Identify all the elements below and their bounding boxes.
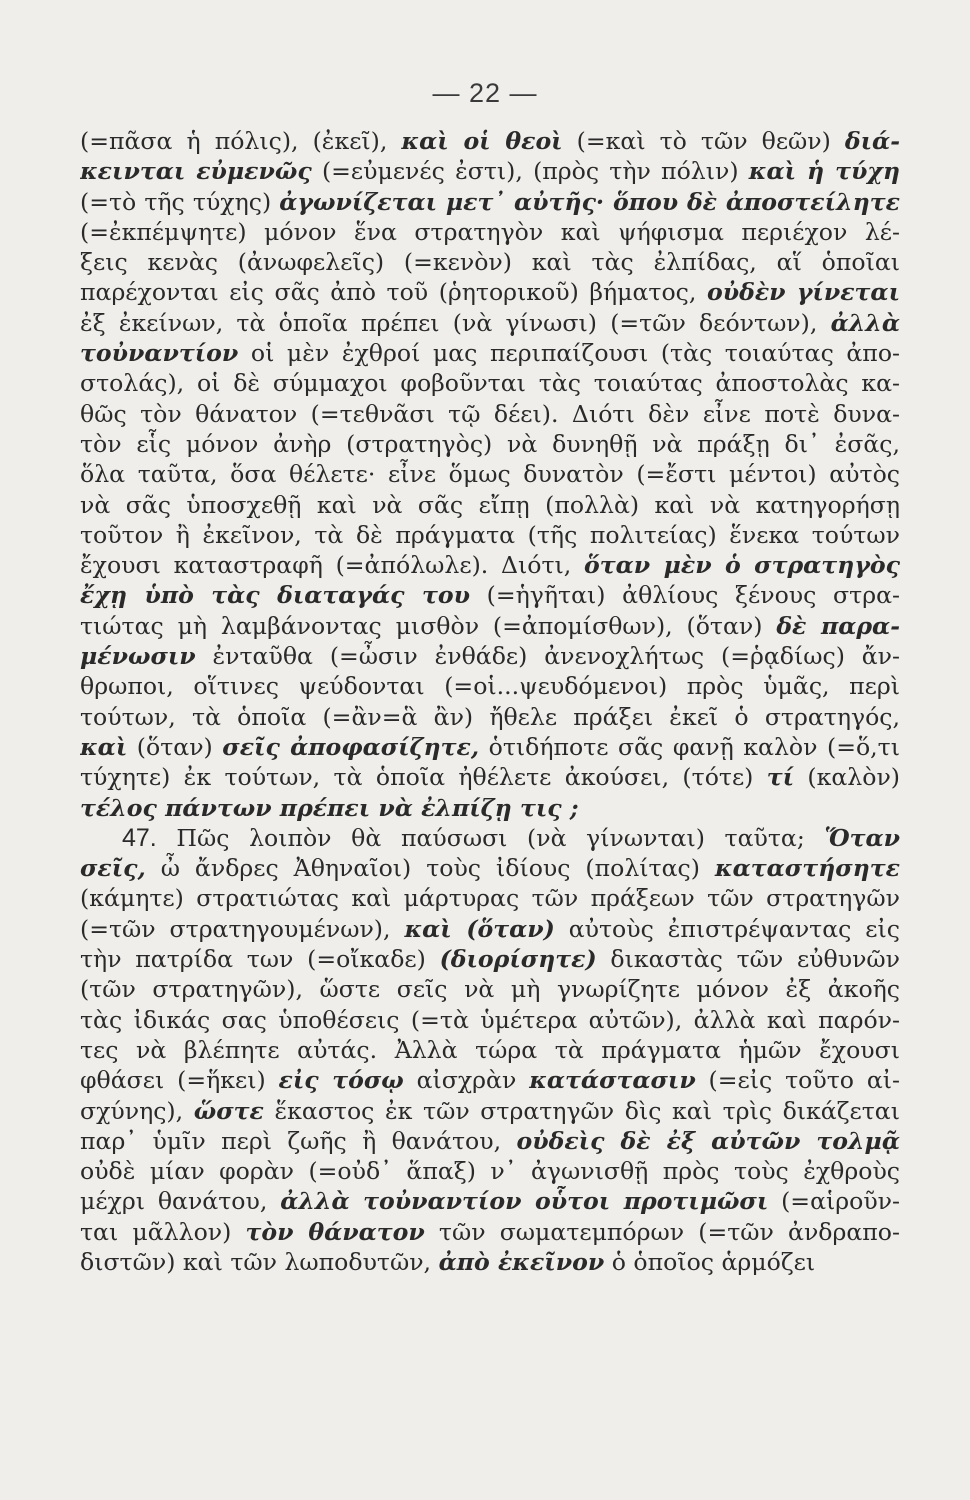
- emphasized-text: οὐδὲν γίνεται: [706, 278, 900, 307]
- text-run: τοῦτον ἢ ἐκεῖνον, τὰ δὲ πράγματα (τῆς πολιτείας) ἕνεκα τούτων: [80, 520, 900, 549]
- text-line: [80, 974, 900, 1004]
- text-run: αὐτοὺς ἐπιστρέψαντας εἰς: [554, 914, 900, 943]
- text-run: τες νὰ βλέπητε αὐτάς. Ἀλλὰ τώρα τὰ πράγματα ἡμῶν ἔχουσι: [80, 1035, 900, 1064]
- emphasized-text: οὐδεὶς δὲ ἐξ αὐτῶν τολμᾷ: [516, 1126, 900, 1155]
- text-line: [80, 368, 900, 398]
- emphasized-text: ἀλλὰ: [830, 308, 900, 337]
- text-line: [80, 914, 900, 944]
- text-line: [80, 217, 900, 247]
- text-run: τὸν εἷς μόνον ἀνὴρ (στρατηγὸς) νὰ δυνηθῇ νὰ πράξῃ δι᾽ ἐσᾶς,: [80, 429, 900, 458]
- emphasized-text: σεῖς,: [80, 854, 146, 883]
- text-run: (=αἱροῦν-: [768, 1187, 900, 1216]
- text-run: Πῶς λοιπὸν θὰ παύσωσι (νὰ γίνωνται) ταῦτα;: [156, 823, 825, 852]
- text-line: [80, 399, 900, 429]
- text-line: [80, 338, 900, 368]
- text-run: ὁτιδήποτε σᾶς φανῇ καλὸν (=ὅ,τι: [479, 732, 900, 761]
- paragraph-47: [80, 823, 900, 1277]
- text-run: τύχητε) ἐκ τούτων, τὰ ὁποῖα ἠθέλετε ἀκούσει, (τότε): [80, 763, 767, 792]
- emphasized-text: (διορίσητε): [439, 945, 597, 974]
- text-line: [80, 611, 900, 641]
- text-line: [80, 671, 900, 701]
- text-line: [80, 1035, 900, 1065]
- text-run: διστῶν) καὶ τῶν λωποδυτῶν,: [80, 1247, 439, 1276]
- text-run: σχύνης),: [80, 1096, 194, 1125]
- text-body: [80, 126, 900, 1277]
- text-run: φθάσει (=ἥκει): [80, 1066, 279, 1095]
- text-run: οὐδὲ μίαν φορὰν (=οὐδ᾽ ἅπαξ) ν᾽ ἀγωνισθῇ πρὸς τοὺς ἐχθροὺς: [80, 1157, 900, 1186]
- text-line: [80, 1186, 900, 1216]
- text-run: θρωποι, οἵτινες ψεύδονται (=οἱ...ψευδόμενοι) πρὸς ὑμᾶς, περὶ: [80, 672, 900, 701]
- emphasized-text: ἀγωνίζεται μετ᾽ αὐτῆς· ὅπου δὲ ἀποστείλητε: [279, 187, 900, 216]
- text-line: [80, 702, 900, 732]
- emphasized-text: ὅταν μὲν ὁ στρατηγὸς: [584, 551, 900, 580]
- text-run: (=τῶν στρατηγουμένων),: [80, 914, 405, 943]
- text-run: (τῶν στρατηγῶν), ὥστε σεῖς νὰ μὴ γνωρίζητε μόνον ἐξ ἀκοῆς: [80, 975, 900, 1004]
- text-run: στολάς), οἱ δὲ σύμμαχοι φοβοῦνται τὰς τοιαύτας ἀποστολὰς κα-: [80, 369, 900, 398]
- emphasized-text: καὶ (ὅταν): [404, 914, 555, 943]
- emphasized-text: Ὅταν: [824, 823, 900, 852]
- text-line: [80, 156, 900, 186]
- text-line: [80, 823, 900, 853]
- text-line: [80, 1156, 900, 1186]
- emphasized-text: καὶ οἱ θεοὶ: [401, 127, 563, 155]
- text-line: [80, 520, 900, 550]
- text-line: [80, 1217, 900, 1247]
- text-run: (κάμητε) στρατιώτας καὶ μάρτυρας τῶν πράξεων τῶν στρατηγῶν: [80, 884, 900, 913]
- section-number: 47.: [122, 823, 157, 852]
- text-line: [80, 126, 900, 156]
- text-run: ται μᾶλλον): [80, 1217, 246, 1246]
- text-line: [80, 853, 900, 883]
- emphasized-text: μένωσιν: [80, 642, 196, 671]
- text-run: ξεις κενὰς (ἀνωφελεῖς) (=κενὸν) καὶ τὰς ἐλπίδας, αἵ ὁποῖαι: [80, 248, 900, 277]
- text-line: [80, 1126, 900, 1156]
- text-line: [80, 762, 900, 792]
- text-line: [80, 490, 900, 520]
- text-run: (=ἡγῆται) ἀθλίους ξένους στρα-: [469, 581, 900, 610]
- emphasized-text: καὶ: [80, 732, 128, 761]
- text-run: τιώτας μὴ λαμβάνοντας μισθὸν (=ἀπομίσθων), (ὅταν): [80, 611, 777, 640]
- text-run: ὅλα ταῦτα, ὅσα θέλετε· εἶνε ὅμως δυνατὸν (=ἔστι μέντοι) αὐτὸς: [80, 460, 900, 489]
- text-run: ἔχουσι καταστραφῆ (=ἀπόλωλε). Διότι,: [80, 551, 585, 580]
- emphasized-text: ἔχῃ ὑπὸ τὰς διαταγάς του: [80, 581, 470, 610]
- emphasized-text: τοὐναντίον: [80, 339, 239, 368]
- emphasized-text: κατάστασιν: [529, 1066, 696, 1095]
- text-line: [80, 429, 900, 459]
- text-run: ὁ ὁποῖος ἁρμόζει: [604, 1247, 816, 1276]
- text-run: (ὅταν): [127, 732, 223, 761]
- text-run: τούτων, τὰ ὁποῖα (=ἂν=ἃ ἂν) ἤθελε πράξει ἐκεῖ ὁ στρατηγός,: [80, 702, 900, 731]
- text-run: ἐξ ἐκείνων, τὰ ὁποῖα πρέπει (νὰ γίνωσι) (=τῶν δεόντων),: [80, 308, 831, 337]
- paragraph-46-continuation: [80, 126, 900, 823]
- text-run: μέχρι θανάτου,: [80, 1187, 281, 1216]
- emphasized-text: τέλος πάντων πρέπει νὰ ἐλπίζῃ τις ;: [80, 793, 579, 822]
- text-run: ἕκαστος ἐκ τῶν στρατηγῶν δὶς καὶ τρὶς δικάζεται: [263, 1096, 900, 1125]
- text-run: θῶς τὸν θάνατον (=τεθνᾶσι τῷ δέει). Διότι δὲν εἶνε ποτὲ δυνα-: [80, 399, 900, 428]
- text-line: [80, 1096, 900, 1126]
- text-run: τὴν πατρίδα των (=οἴκαδε): [80, 945, 440, 974]
- text-line: [80, 580, 900, 610]
- emphasized-text: καὶ ἡ τύχη: [748, 157, 900, 186]
- text-run: (=καὶ τὸ τῶν θεῶν): [562, 127, 845, 155]
- emphasized-text: σεῖς ἀποφασίζητε,: [222, 732, 480, 761]
- text-line: [80, 793, 900, 823]
- text-line: [80, 187, 900, 217]
- emphasized-text: καταστήσητε: [714, 854, 900, 883]
- text-run: οἱ μὲν ἐχθροί μας περιπαίζουσι (τὰς τοιαύτας ἀπο-: [238, 339, 900, 368]
- emphasized-text: ὥστε: [193, 1096, 264, 1125]
- text-line: [80, 732, 900, 762]
- text-run: παρέχονται εἰς σᾶς ἀπὸ τοῦ (ῥητορικοῦ) βήματος,: [80, 278, 707, 307]
- page-number: — 22 —: [432, 78, 538, 108]
- emphasized-text: τὸν θάνατον: [245, 1217, 425, 1246]
- text-run: (=εἰς τοῦτο αἰ-: [695, 1066, 900, 1095]
- text-line: [80, 641, 900, 671]
- text-run: ἐνταῦθα (=ὦσιν ἐνθάδε) ἀνενοχλήτως (=ῥᾳδίως) ἄν-: [195, 642, 900, 671]
- text-run: αἰσχρὰν: [403, 1066, 530, 1095]
- text-line: [80, 308, 900, 338]
- text-run: (=πᾶσα ἡ πόλις), (ἐκεῖ),: [80, 127, 402, 155]
- emphasized-text: ἀπὸ ἐκεῖνον: [438, 1247, 605, 1276]
- text-line: [80, 247, 900, 277]
- text-line: [80, 1247, 900, 1277]
- text-line: [80, 277, 900, 307]
- text-run: τὰς ἰδικάς σας ὑποθέσεις (=τὰ ὑμέτερα αὐτῶν), ἀλλὰ καὶ παρόν-: [80, 1005, 900, 1034]
- text-line: [80, 550, 900, 580]
- text-line: [80, 459, 900, 489]
- text-run: τῶν σωματεμπόρων (=τῶν ἀνδραπο-: [424, 1217, 900, 1246]
- emphasized-text: τί: [766, 763, 795, 792]
- text-line: [80, 1065, 900, 1095]
- text-run: (καλὸν): [794, 763, 900, 792]
- text-run: (=ἐκπέμψητε) μόνον ἕνα στρατηγὸν καὶ ψήφισμα περιέχον λέ-: [80, 217, 900, 246]
- emphasized-text: διά-: [844, 127, 900, 155]
- text-line: [80, 1005, 900, 1035]
- emphasized-text: ἀλλὰ τοὐναντίον οὗτοι προτιμῶσι: [280, 1187, 769, 1216]
- text-run: (=εὐμενές ἐστι), (πρὸς τὴν πόλιν): [311, 157, 749, 186]
- text-run: (=τὸ τῆς τύχης): [80, 187, 280, 216]
- text-line: [80, 883, 900, 913]
- emphasized-text: κεινται εὐμενῶς: [80, 157, 312, 186]
- text-run: ὦ ἄνδρες Ἀθηναῖοι) τοὺς ἰδίους (πολίτας): [145, 854, 715, 883]
- text-run: δικαστὰς τῶν εὐθυνῶν: [596, 945, 900, 974]
- text-line: [80, 944, 900, 974]
- text-run: παρ᾽ ὑμῖν περὶ ζωῆς ἢ θανάτου,: [80, 1126, 517, 1155]
- text-run: νὰ σᾶς ὑποσχεθῇ καὶ νὰ σᾶς εἴπῃ (πολλὰ) καὶ νὰ κατηγορήσῃ: [80, 490, 900, 519]
- emphasized-text: δὲ παρα-: [776, 611, 900, 640]
- emphasized-text: εἰς τόσῳ: [278, 1066, 404, 1095]
